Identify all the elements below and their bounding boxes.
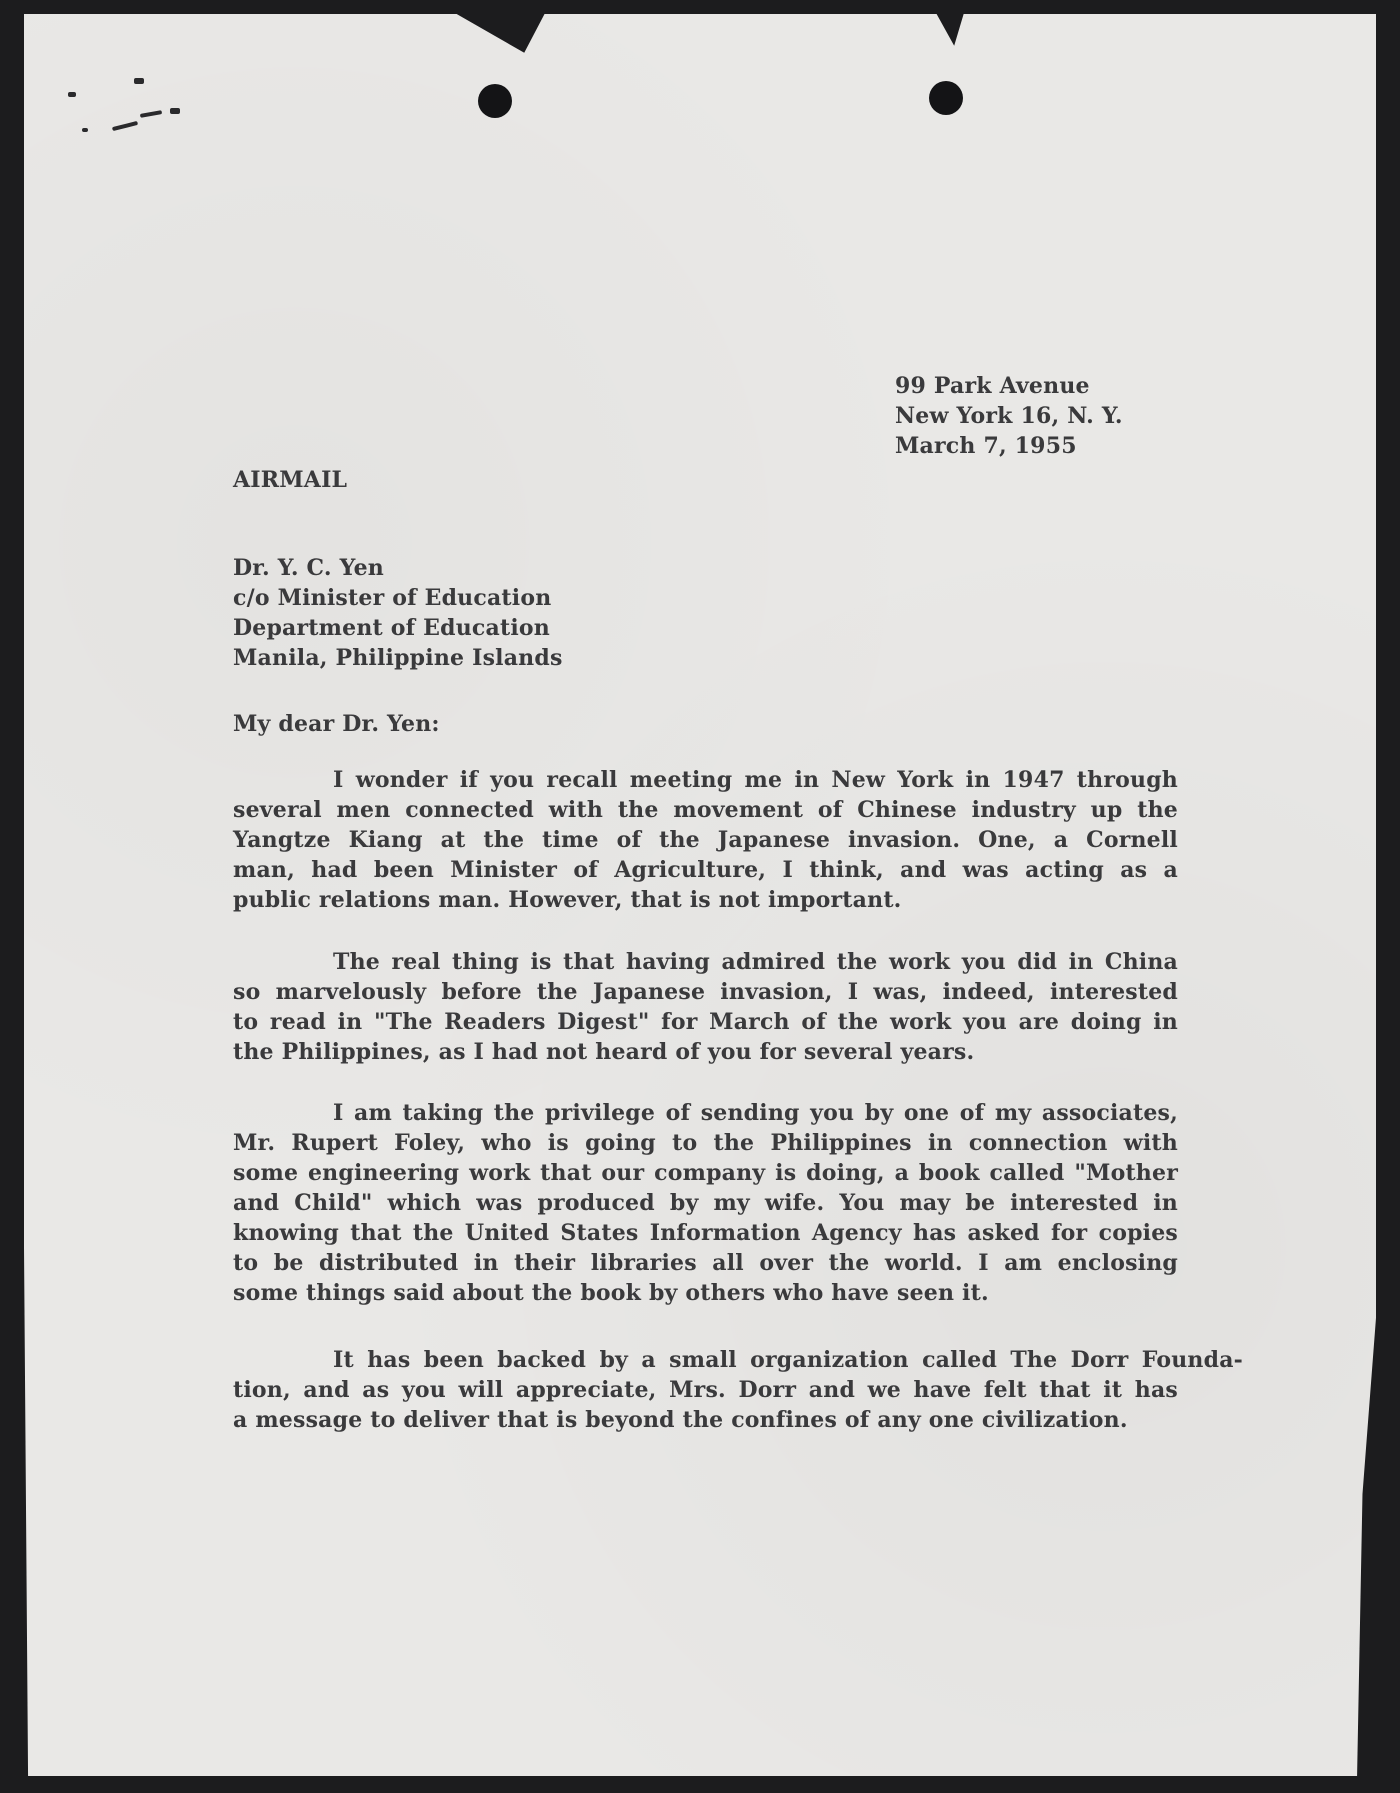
recipient-name: Dr. Y. C. Yen [233,555,384,581]
paragraph-line: a message to deliver that is beyond the confines of any one civilization. [233,1407,1128,1433]
paragraph-line: public relations man. However, that is not important. [233,887,902,913]
paragraph-line: the Philippines, as I had not heard of you for several years. [233,1039,975,1065]
paragraph-line: knowing that the United States Information Agency has asked for copies [233,1220,1178,1246]
paragraph-3 [233,1098,1178,1308]
paragraph-line: to be distributed in their libraries all over the world. I am enclosing [233,1250,1178,1276]
paragraph-line: tion, and as you will appreciate, Mrs. Dorr and we have felt that it has [233,1377,1178,1403]
recipient-line-4: Manila, Philippine Islands [233,645,563,671]
paragraph-1 [233,765,1178,915]
paragraph-line: It has been backed by a small organization called The Dorr Founda- [333,1347,1243,1373]
paragraph-line: some engineering work that our company is doing, a book called "Mother [233,1160,1178,1186]
return-address [895,371,1123,461]
recipient-line-3: Department of Education [233,615,550,641]
paragraph-line: Yangtze Kiang at the time of the Japanese invasion. One, a Cornell [233,827,1178,853]
paragraph-line: I am taking the privilege of sending you by one of my associates, [333,1100,1178,1126]
paragraph-line: so marvelously before the Japanese invasion, I was, indeed, interested [233,979,1178,1005]
return-address-city: New York 16, N. Y. [895,403,1123,429]
recipient-line-2: c/o Minister of Education [233,585,552,611]
paragraph-line: The real thing is that having admired the work you did in China [333,949,1178,975]
punch-hole-right [929,81,963,115]
paragraph-4 [233,1345,1243,1435]
paragraph-line: and Child" which was produced by my wife. You may be interested in [233,1190,1178,1216]
salutation: My dear Dr. Yen: [233,711,440,737]
paragraph-line: Mr. Rupert Foley, who is going to the Philippines in connection with [233,1130,1178,1156]
paragraph-line: I wonder if you recall meeting me in New York in 1947 through [333,767,1178,793]
paragraph-line: some things said about the book by others who have seen it. [233,1280,989,1306]
recipient-address [233,553,563,673]
airmail-notation: AIRMAIL [233,467,348,493]
return-address-street: 99 Park Avenue [895,373,1090,399]
punch-hole-left [478,84,512,118]
paragraph-line: man, had been Minister of Agriculture, I think, and was acting as a [233,857,1178,883]
paragraph-2 [233,947,1178,1067]
letter-date: March 7, 1955 [895,433,1077,459]
paragraph-line: to read in "The Readers Digest" for March of the work you are doing in [233,1009,1178,1035]
paragraph-line: several men connected with the movement of Chinese industry up the [233,797,1178,823]
